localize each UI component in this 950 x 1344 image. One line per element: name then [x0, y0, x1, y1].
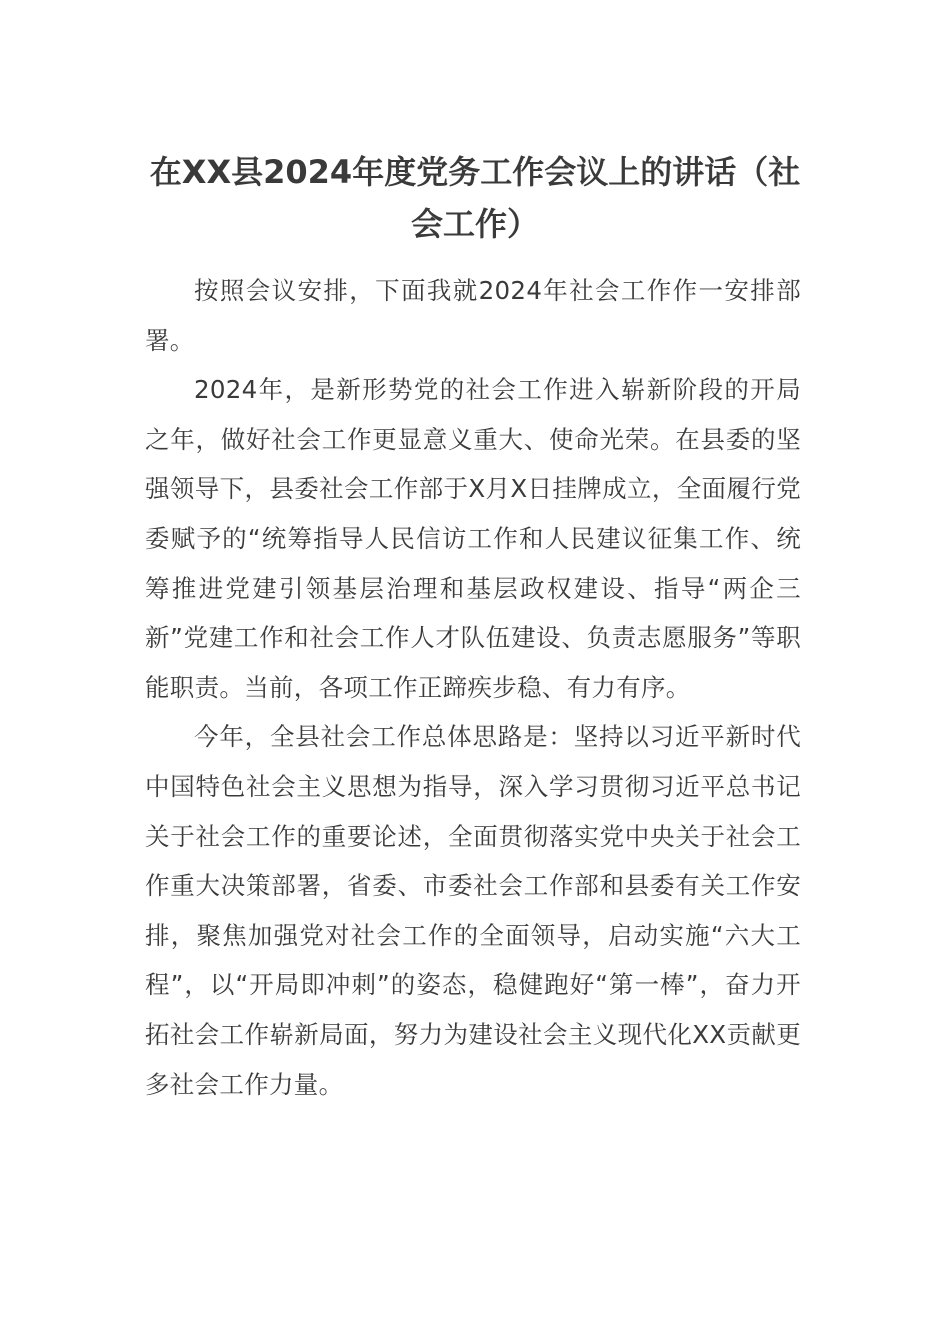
paragraph-intro: 按照会议安排，下面我就2024年社会工作作一安排部署。: [145, 276, 801, 355]
paragraph-background: 2024年，是新形势党的社会工作进入崭新阶段的开局之年，做好社会工作更显意义重大、使命光荣。在县委的坚强领导下，县委社会工作部于X月X日挂牌成立，全面履行党委赋予的“统筹指导人民信访工作和人民建议征集工作、统筹推进党建引领基层治理和基层政权建设、指导“两企三新”党建工作和社会工作人才队伍建设、负责志愿服务”等职能职责。当前，各项工作正蹄疾步稳、有力有序。: [145, 375, 801, 702]
paragraph-overall-approach: 今年，全县社会工作总体思路是：坚持以习近平新时代中国特色社会主义思想为指导，深入学习贯彻习近平总书记关于社会工作的重要论述，全面贯彻落实党中央关于社会工作重大决策部署，省委、市委社会工作部和县委有关工作安排，聚焦加强党对社会工作的全面领导，启动实施“六大工程”，以“开局即冲刺”的姿态，稳健跑好“第一棒”，奋力开拓社会工作崭新局面，努力为建设社会主义现代化XX贡献更多社会工作力量。: [145, 722, 801, 1099]
document-title: 在XX县2024年度党务工作会议上的讲话（社会工作）: [149, 153, 801, 243]
document-body: [145, 266, 801, 1109]
